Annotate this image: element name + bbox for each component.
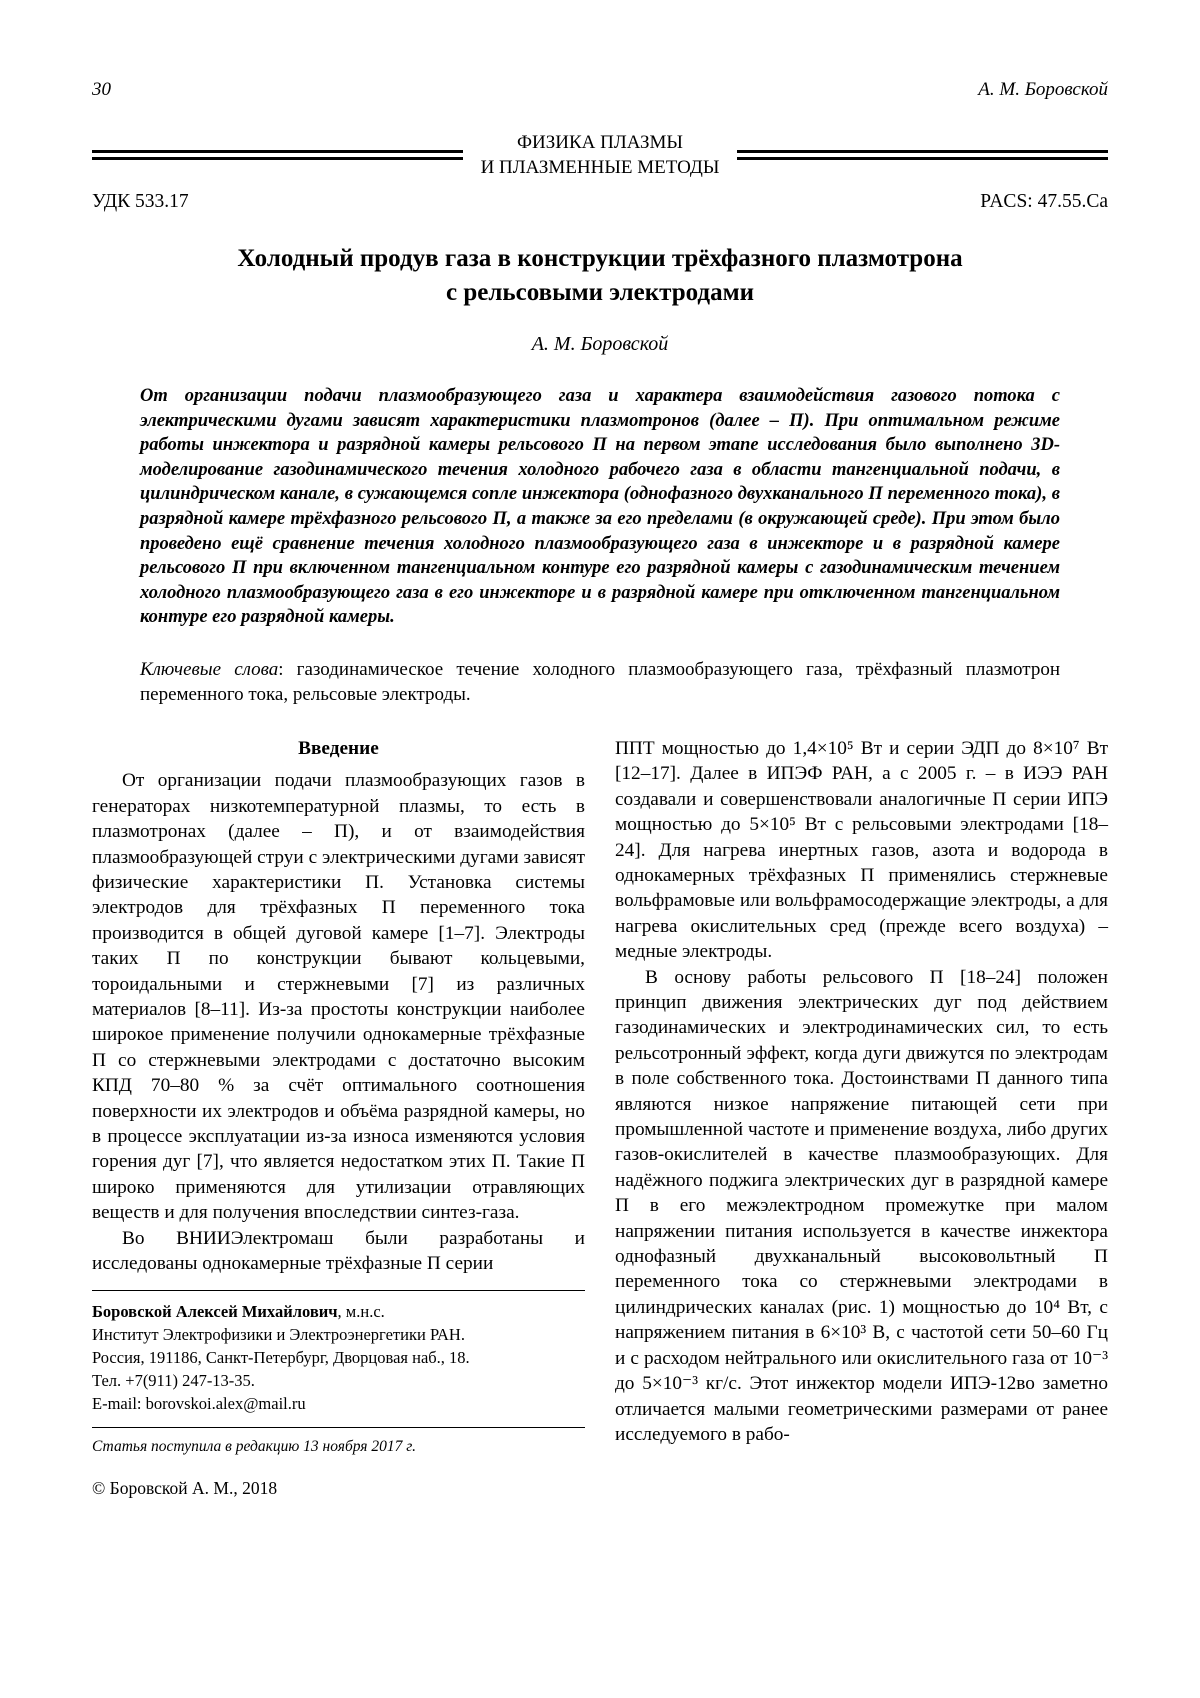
body-paragraph: ППТ мощностью до 1,4×10⁵ Вт и серии ЭДП до 8×10⁷ Вт [12–17]. Далее в ИПЭФ РАН, а с 2005 г. – в ИЭЭ РАН создавали и совершенствовали аналогичные П серии ИПЭ мощностью до 5×10⁵ Вт с рельсовыми электродами [18–24]. Для нагрева инертных газов, азота и водорода в однокамерных трёхфазных П применялись стержневые вольфрамовые или вольфрамосодержащие электроды, а для нагрева окислительных сред (прежде всего воздуха) – медные электроды. xyxy=(615,737,1108,963)
two-column-body xyxy=(92,736,1108,1500)
running-author: А. М. Боровской xyxy=(978,79,1108,100)
page-number: 30 xyxy=(92,79,111,100)
udk-code: УДК 533.17 xyxy=(92,191,189,212)
double-rule-left xyxy=(92,150,463,160)
article-title-line2: с рельсовыми электродами xyxy=(446,279,754,306)
left-column xyxy=(92,736,585,1500)
body-paragraph: От организации подачи плазмообразующих газов в генераторах низкотемпературной плазмы, то есть в плазмотронах (далее – П), и от взаимодействия плазмообразующей струи с электрическими дугами зависят физические характеристики П. Установка системы электродов для трёхфазных П переменного тока производится в общей дуговой камере [1–7]. Электроды таких П по конструкции бывают кольцевыми, тороидальными и стержневыми [7] из различных материалов [8–11]. Из-за простоты конструкции наиболее широкое применение получили однокамерные трёхфазные П со стержневыми электродами с достаточно высоким КПД 70–80 % за счёт оптимального соотношения поверхности их электродов и объёма разрядной камеры, но в процессе эксплуатации из-за износа изменяются условия горения дуг [7], что является недостатком этих П. Такие П широко применяются для утилизации отравляющих веществ и для получения впоследствии синтез-газа. xyxy=(92,770,585,1224)
received-note: Статья поступила в редакцию 13 ноября 2017 г. xyxy=(92,1427,585,1457)
keywords-text: : газодинамическое течение холодного плазмообразующего газа, трёхфазный плазмотрон переменного тока, рельсовые электроды. xyxy=(140,658,1060,706)
footnote-address: Россия, 191186, Санкт-Петербург, Дворцовая наб., 18. xyxy=(92,1348,470,1368)
section-heading-introduction: Введение xyxy=(298,737,379,759)
pacs-code: PACS: 47.55.Ca xyxy=(980,191,1108,212)
footnote-phone: Тел. +7(911) 247-13-35. xyxy=(92,1371,255,1391)
right-column xyxy=(615,736,1108,1500)
article-author: А. М. Боровской xyxy=(531,333,669,355)
article-title xyxy=(92,242,1108,310)
running-head xyxy=(92,78,1108,102)
author-contact-block xyxy=(92,1290,585,1415)
article-title-line1: Холодный продув газа в конструкции трёхфазного плазмотрона xyxy=(237,245,963,272)
footnote-author-line xyxy=(92,1300,585,1323)
copyright-line: © Боровской А. М., 2018 xyxy=(92,1478,278,1499)
footnote-author-name: Боровской Алексей Михайлович xyxy=(92,1302,338,1322)
body-paragraph: Во ВНИИЭлектромаш были разработаны и исследованы однокамерные трёхфазные П серии xyxy=(92,1227,585,1275)
keywords-paragraph xyxy=(140,657,1060,708)
body-paragraph: В основу работы рельсового П [18–24] положен принцип движения электрических дуг под действием газодинамических и электродинамических сил, то есть рельсотронный эффект, когда дуги движутся по электродам в поле собственного тока. Достоинствами П данного типа являются низкое напряжение питающей сети при промышленной частоте и применение воздуха, либо других газов-окислителей в качестве плазмообразующих. Для надёжного поджига электрических дуг в разрядной камере П в его межэлектродном промежутке при малом напряжении питания используется в качестве инжектора однофазный двухканальный высоковольтный П переменного тока со стержневыми электродами в цилиндрических каналах (рис. 1) мощностью до 10⁴ Вт, с напряжением питания в 6×10³ В, с частотой сети 50–60 Гц и с расходом нейтрального или окислительного газа от 10⁻³ до 5×10⁻³ кг/с. Этот инжектор модели ИПЭ-12во заметно отличается малыми геометрическими размерами от ранее исследуемого в рабо- xyxy=(615,966,1108,1445)
classification-codes xyxy=(92,190,1108,214)
journal-section-line1: ФИЗИКА ПЛАЗМЫ xyxy=(517,132,683,153)
author-footnote xyxy=(92,1276,585,1499)
journal-section-line2: И ПЛАЗМЕННЫЕ МЕТОДЫ xyxy=(480,157,720,178)
footnote-email: E-mail: borovskoi.alex@mail.ru xyxy=(92,1394,306,1414)
footnote-author-degree: , м.н.с. xyxy=(337,1302,385,1322)
keywords-label: Ключевые слова xyxy=(140,658,279,680)
abstract-text: От организации подачи плазмообразующего газа и характера взаимодействия газового потока с электрическими дугами зависят характеристики плазмотронов (далее – П). При оптимальном режиме работы инжектора и разрядной камеры рельсового П на первом этапе исследования было выполнено 3D-моделирование газодинамического течения холодного рабочего газа в области тангенциальной подачи, в цилиндрическом канале, в сужающемся сопле инжектора (однофазного двухканального П переменного тока), в разрядной камере трёхфазного рельсового П, а также за его пределами (в окружающей среде). При этом было проведено ещё сравнение течения холодного плазмообразующего газа в инжекторе и в разрядной камере рельсового П при включенном тангенциальном контуре его разрядной камеры с газодинамическим течением холодного плазмообразующего газа в его инжекторе и в разрядной камере при отключенном тангенциальном контуре его разрядной камеры. xyxy=(140,386,1060,628)
footnote-institute: Институт Электрофизики и Электроэнергетики РАН. xyxy=(92,1325,465,1345)
double-rule-right xyxy=(737,150,1108,160)
journal-section-banner xyxy=(92,130,1108,180)
journal-section-title xyxy=(463,130,738,180)
